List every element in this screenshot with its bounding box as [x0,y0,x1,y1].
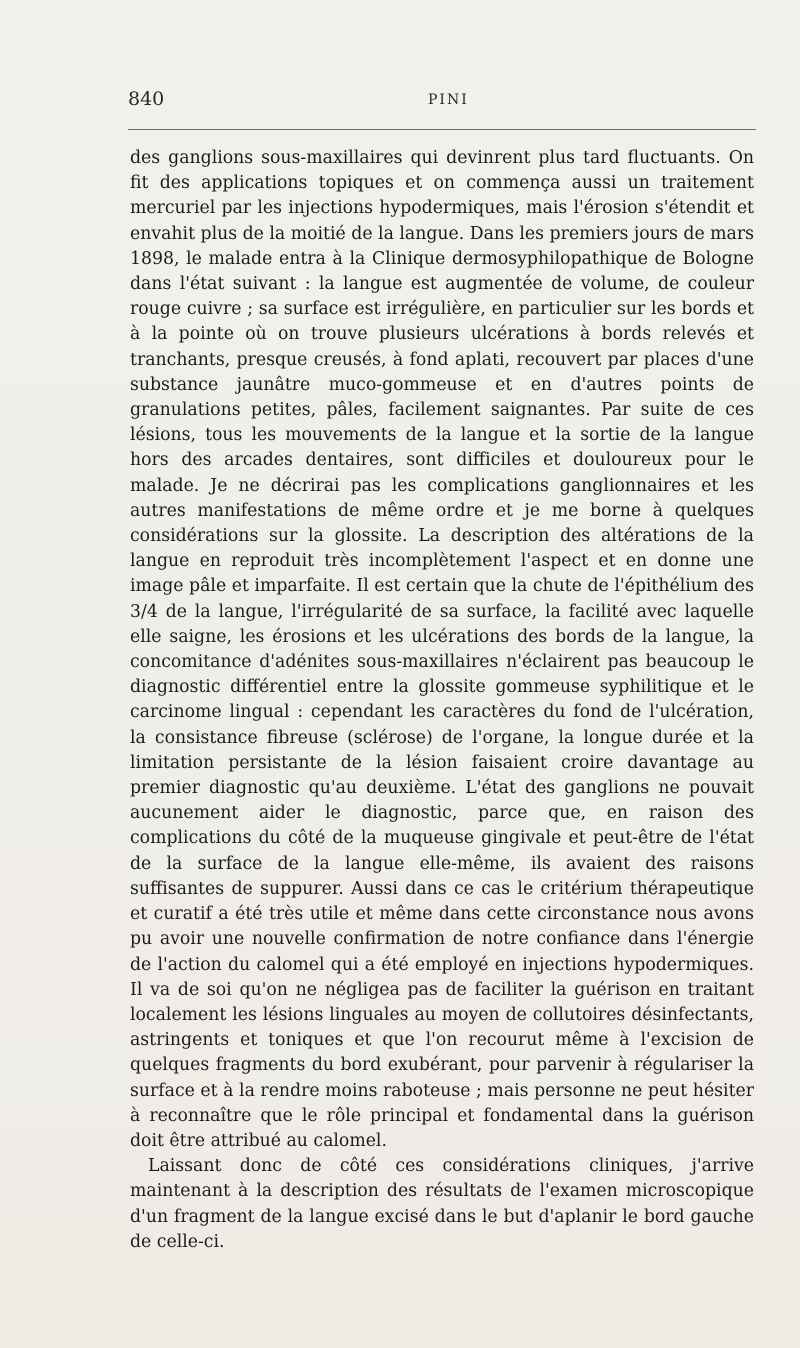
paragraph: Laissant donc de côté ces considérations cliniques, j'arrive maintenant à la description des résultats de l'examen microscopique d'un fragment de la langue excisé dans le but d'aplanir le bord gauche de celle-ci. [130,1156,754,1252]
paragraph: des ganglions sous-maxillaires qui devinrent plus tard fluctuants. On fit des applications topiques et on commença aussi un traitement mercuriel par les injections hypodermiques, mais l'érosion s'étendit et envahit plus de la moitié de la langue. Dans les premiers jours de mars 1898, le malade entra à la Clinique dermosyphilopathique de Bologne dans l'état suivant : la langue est augmentée de volume, de couleur rouge cuivre ; sa surface est irrégulière, en particulier sur les bords et à la pointe où on trouve plusieurs ulcérations à bords relevés et tranchants, presque creusés, à fond aplati, recouvert par places d'une substance jaunâtre muco-gommeuse et en d'autres points de granulations petites, pâles, facilement saignantes. Par suite de ces lésions, tous les mouvements de la langue et la sortie de la langue hors des arcades dentaires, sont difficiles et douloureux pour le malade. Je ne décrirai pas les complications ganglionnaires et les autres manifestations de même ordre et je me borne à quelques considérations sur la glossite. La description des altérations de la langue en reproduit très incomplètement l'aspect et en donne une image pâle et imparfaite. Il est certain que la chute de l'épithélium des 3/4 de la langue, l'irrégularité de sa surface, la facilité avec laquelle elle saigne, les érosions et les ulcérations des bords de la langue, la concomitance d'adénites sous-maxillaires n'éclairent pas beaucoup le diagnostic différentiel entre la glossite gommeuse syphilitique et le carcinome lingual : cependant les caractères du fond de l'ulcération, la consistance fibreuse (sclérose) de l'organe, la longue durée et la limitation persistante de la lésion faisaient croire davantage au premier diagnostic qu'au deuxième. L'état des ganglions ne pouvait aucunement aider le diagnostic, parce que, en raison des complications du côté de la muqueuse gingivale et peut-être de l'état de la surface de la langue elle-même, ils avaient des raisons suffisantes de suppurer. Aussi dans ce cas le critérium thérapeutique et curatif a été très utile et même dans cette circonstance nous avons pu avoir une nouvelle confirmation de notre confiance dans l'énergie de l'action du calomel qui a été employé en injections hypodermiques. Il va de soi qu'on ne négligea pas de faciliter la guérison en traitant localement les lésions linguales au moyen de collutoires désinfectants, astringents et toniques et que l'on recourut même à l'excision de quelques fragments du bord exubérant, pour parvenir à régulariser la surface et à la rendre moins raboteuse ; mais personne ne peut hésiter à reconnaître que le rôle principal et fondamental dans la guérison doit être attribué au calomel. [130,148,754,1151]
running-head: PINI [428,92,469,108]
page-header [128,88,756,114]
page-number: 840 [128,88,165,110]
header-rule [128,129,756,130]
body-text [130,146,754,1255]
